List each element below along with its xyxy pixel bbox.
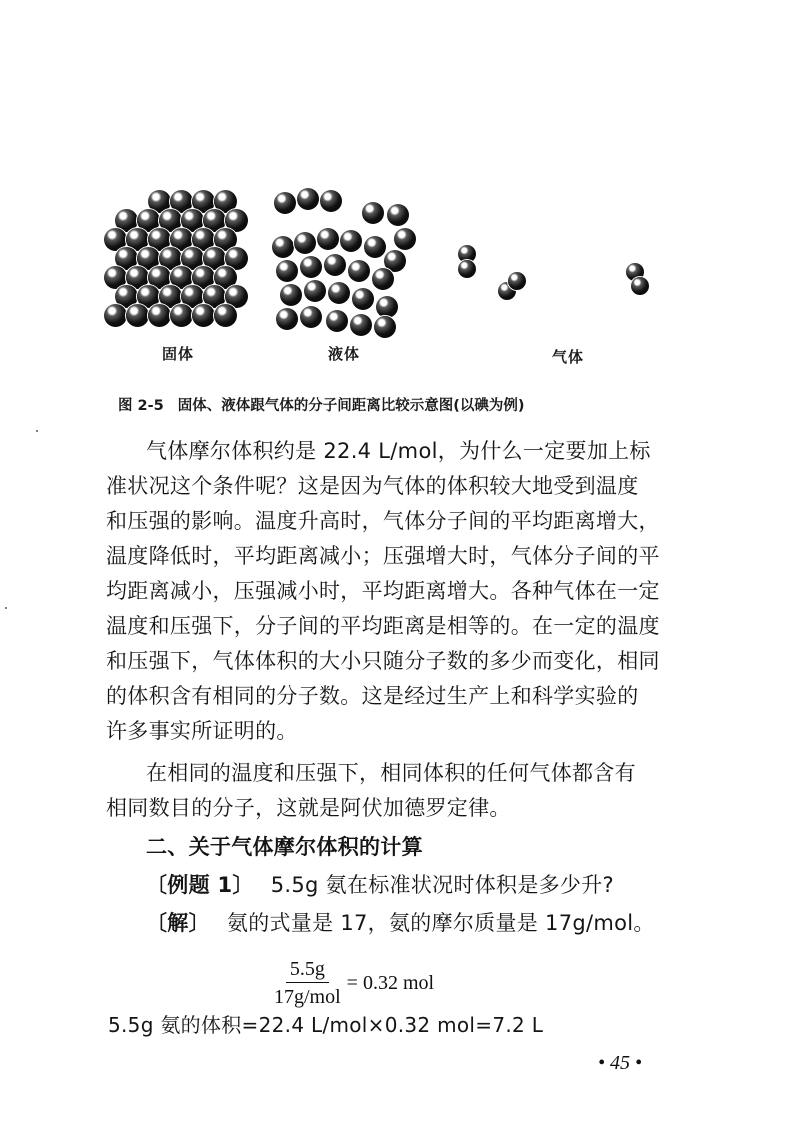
solution-label: 〔解〕 <box>146 911 210 935</box>
equation-moles <box>270 958 434 1009</box>
molecule-sphere <box>192 304 215 327</box>
scan-speck <box>36 430 38 432</box>
example-question <box>146 872 726 898</box>
fraction-denominator: 17g/mol <box>274 986 341 1008</box>
example-label: 〔例题 1〕 <box>146 873 254 897</box>
paragraph-1-line: 和压强下，气体体积的大小只随分子数的多少而变化，相同 <box>106 649 660 673</box>
molecule-sphere <box>348 260 370 282</box>
molecule-sphere <box>340 230 362 252</box>
section-heading: 二、关于气体摩尔体积的计算 <box>146 835 423 859</box>
equation-result: = 0.32 mol <box>346 972 435 994</box>
molecule-sphere <box>276 260 298 282</box>
molecule-sphere <box>126 304 149 327</box>
molecule-sphere <box>104 304 127 327</box>
label-solid: 固体 <box>162 345 195 363</box>
molecule-sphere <box>272 236 294 258</box>
molecule-sphere <box>352 288 374 310</box>
molecule-sphere <box>300 256 322 278</box>
paragraph-1-line: 许多事实所证明的。 <box>106 719 298 743</box>
paragraph-1-line: 准状况这个条件呢？这是因为气体的体积较大地受到温度 <box>106 474 639 498</box>
paragraph-2-line: 相同数目的分子，这就是阿伏加德罗定律。 <box>106 796 511 820</box>
solution-text: 氨的式量是 17，氨的摩尔质量是 17g/mol。 <box>226 911 655 935</box>
figure-caption-text: 固体、液体跟气体的分子间距离比较示意图(以碘为例) <box>177 398 525 414</box>
paragraph-1-line: 温度降低时，平均距离减小；压强增大时，气体分子间的平 <box>106 544 660 568</box>
molecule-sphere <box>274 192 296 214</box>
molecule-sphere <box>317 228 339 250</box>
solution <box>146 910 726 936</box>
paragraph-1-line: 气体摩尔体积约是 22.4 L/mol，为什么一定要加上标 <box>146 439 651 463</box>
label-gas: 气体 <box>552 348 585 366</box>
molecule-sphere <box>458 260 476 278</box>
liquid-molecules-illustration <box>272 188 417 338</box>
paragraph-1-line: 均距离减小，压强减小时，平均距离增大。各种气体在一定 <box>106 579 660 603</box>
molecule-sphere <box>350 314 372 336</box>
molecule-sphere <box>294 232 316 254</box>
molecule-sphere <box>328 282 350 304</box>
paragraph-2-line: 在相同的温度和压强下，相同体积的任何气体都含有 <box>146 761 636 785</box>
molecule-sphere <box>280 284 302 306</box>
molecule-sphere <box>320 190 342 212</box>
page-number: • 45 • <box>598 1052 643 1074</box>
molecule-sphere <box>394 228 416 250</box>
example-question-text: 5.5g 氨在标准状况时体积是多少升? <box>270 873 614 897</box>
molecule-sphere <box>364 236 386 258</box>
molecule-sphere <box>324 254 346 276</box>
label-liquid: 液体 <box>328 345 361 363</box>
molecule-sphere <box>374 316 396 338</box>
molecule-sphere <box>300 306 322 328</box>
molecule-sphere <box>508 272 526 290</box>
molecule-sphere <box>276 308 298 330</box>
paragraph-1-line: 温度和压强下，分子间的平均距离是相等的。在一定的温度 <box>106 614 660 638</box>
molecule-sphere <box>304 280 326 302</box>
molecule-sphere <box>170 304 193 327</box>
paragraph-1-line: 和压强的影响。温度升高时，气体分子间的平均距离增大， <box>106 509 660 533</box>
figure-caption <box>118 394 688 415</box>
equation-volume: 5.5g 氨的体积=22.4 L/mol×0.32 mol=7.2 L <box>108 1013 544 1037</box>
solid-molecules-illustration <box>108 190 243 330</box>
molecule-sphere <box>214 304 237 327</box>
figure-number: 图 2-5 <box>118 398 164 414</box>
paragraph-1-line: 的体积含有相同的分子数。这是经过生产上和科学实验的 <box>106 684 639 708</box>
molecule-sphere <box>631 277 649 295</box>
molecule-sphere <box>326 310 348 332</box>
fraction-numerator: 5.5g <box>286 958 329 983</box>
gas-molecules-illustration <box>450 240 680 330</box>
figure-molecule-spacing <box>100 180 680 380</box>
molecule-sphere <box>376 296 398 318</box>
molecule-sphere <box>387 204 409 226</box>
molecule-sphere <box>362 202 384 224</box>
molecule-sphere <box>297 188 319 210</box>
molecule-sphere <box>372 268 394 290</box>
molecule-sphere <box>148 304 171 327</box>
scan-speck <box>5 607 7 609</box>
fraction <box>270 958 345 1009</box>
